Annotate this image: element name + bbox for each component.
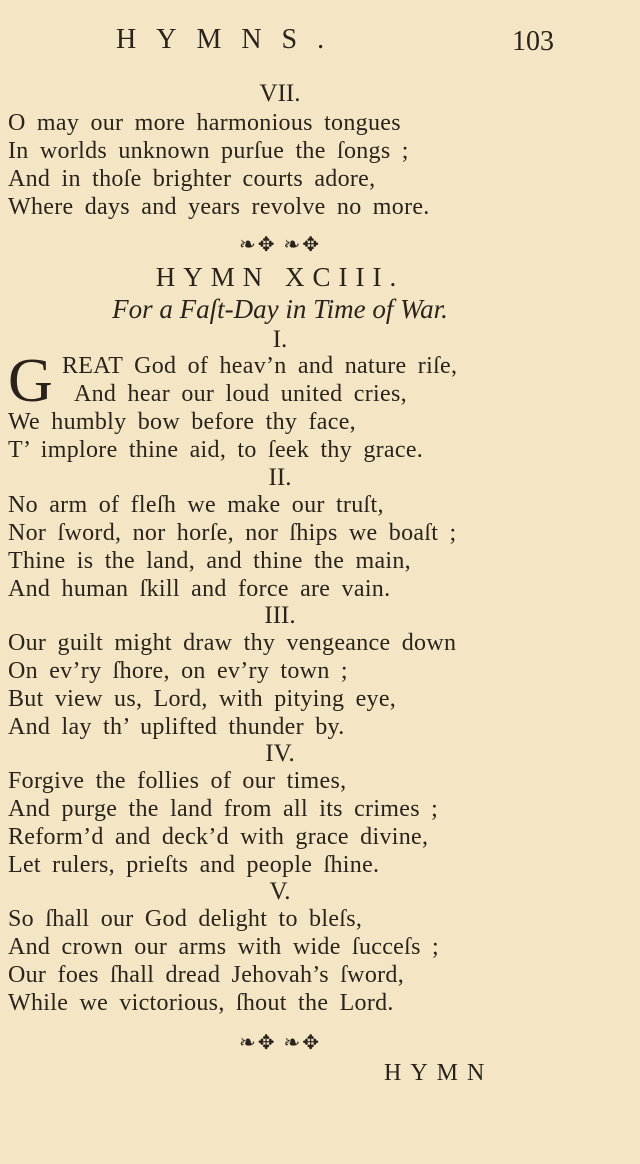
running-head bbox=[0, 24, 640, 64]
verse-line: In worlds unknown purſue the ſongs ; bbox=[8, 138, 409, 164]
running-head-title: HYMNS. bbox=[116, 24, 345, 55]
verse-line: Our guilt might draw thy vengeance down bbox=[8, 630, 457, 656]
verse-line: O may our more harmonious tongues bbox=[8, 110, 401, 136]
ornament-divider: ❧✥ ❧✥ bbox=[238, 1032, 322, 1054]
verse-line: We humbly bow before thy face, bbox=[8, 409, 356, 435]
verse-line: No arm of fleſh we make our truſt, bbox=[8, 492, 384, 518]
drop-cap: G bbox=[8, 347, 53, 415]
verse-line: And hear our loud united cries, bbox=[74, 381, 407, 407]
verse-line: While we victorious, ſhout the Lord. bbox=[8, 990, 394, 1016]
verse-line: Nor ſword, nor horſe, nor ſhips we boaſt ; bbox=[8, 520, 457, 546]
hymn-subtitle: For a Faſt-Day in Time of War. bbox=[112, 294, 448, 324]
stanza-number: II. bbox=[268, 464, 292, 491]
verse-line: And lay th’ uplifted thunder by. bbox=[8, 714, 345, 740]
stanza-number: I. bbox=[272, 326, 288, 353]
verse-line: But view us, Lord, with pitying eye, bbox=[8, 686, 397, 712]
verse-line: Reform’d and deck’d with grace divine, bbox=[8, 824, 429, 850]
catchword: HYMN bbox=[384, 1060, 494, 1086]
verse-line: Forgive the follies of our times, bbox=[8, 768, 347, 794]
verse-line: So ſhall our God delight to bleſs, bbox=[8, 906, 363, 932]
stanza-number: IV. bbox=[265, 740, 295, 767]
verse-line: And crown our arms with wide ſucceſs ; bbox=[8, 934, 439, 960]
hymn-title: HYMN XCIII. bbox=[155, 262, 405, 292]
verse-line: Where days and years revolve no more. bbox=[8, 194, 430, 220]
verse-line: REAT God of heav’n and nature riſe, bbox=[62, 353, 458, 379]
verse-line: On ev’ry ſhore, on ev’ry town ; bbox=[8, 658, 348, 684]
verse-line: And in thoſe brighter courts adore, bbox=[8, 166, 376, 192]
verse-line: And purge the land from all its crimes ; bbox=[8, 796, 439, 822]
verse-line: Thine is the land, and thine the main, bbox=[8, 548, 411, 574]
stanza-number: III. bbox=[264, 602, 296, 629]
verse-line: Our foes ſhall dread Jehovah’s ſword, bbox=[8, 962, 405, 988]
verse-line: T’ implore thine aid, to ſeek thy grace. bbox=[8, 437, 424, 463]
page-number: 103 bbox=[512, 26, 554, 57]
ornament-divider: ❧✥ ❧✥ bbox=[238, 234, 322, 256]
verse-line: And human ſkill and force are vain. bbox=[8, 576, 391, 602]
stanza-number: V. bbox=[269, 878, 291, 905]
verse-line: Let rulers, prieſts and people ſhine. bbox=[8, 852, 380, 878]
stanza-number: VII. bbox=[259, 80, 301, 107]
